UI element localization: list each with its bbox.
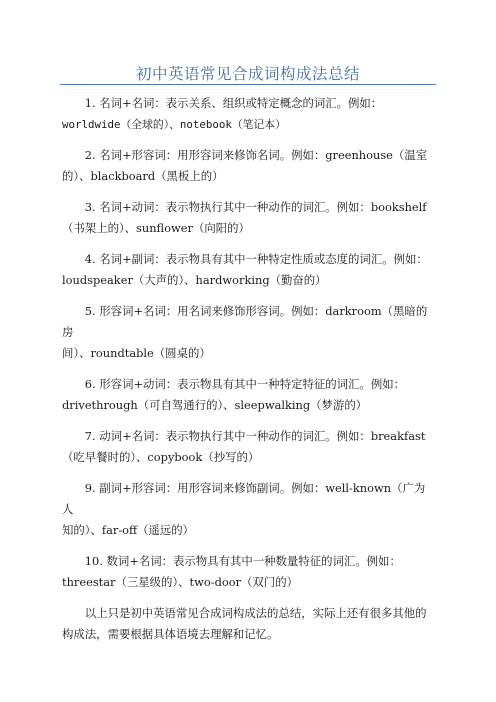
list-item: 5. 形容词+名词：用名词来修饰形容词。例如：darkroom（黑暗的房 间）、roundtable（圆桌的） <box>62 304 428 360</box>
document-title: 初中英语常见合成词构成法总结 <box>135 65 360 83</box>
conclusion-paragraph: 以上只是初中英语常见合成词构成法的总结，实际上还有很多其他的 构成法，需要根据具体语境去理解和记忆。 <box>62 606 427 641</box>
document-body <box>62 93 436 655</box>
list-item: 2. 名词+形容词：用形容词来修饰名词。例如：greenhouse（温室 的）、blackboard（黑板上的） <box>62 148 428 183</box>
list-item: 3. 名词+动词：表示物执行其中一种动作的词汇。例如：bookshelf （书架上的）、sunflower（向阳的） <box>62 200 427 235</box>
title-underline <box>60 84 436 85</box>
list-item: 4. 名词+副词：表示物具有其中一种特定性质或态度的词汇。例如： loudspeaker（大声的）、hardworking（勤奋的） <box>62 252 428 287</box>
list-item: 9. 副词+形容词：用形容词来修饰副词。例如：well-known（广为人 知的）、far-off（遥远的） <box>62 481 426 537</box>
list-item: 1. 名词+名词：表示关系、组织或特定概念的词汇。例如： worldwide（全球的）、notebook（笔记本） <box>62 96 383 131</box>
list-item: 7. 动词+名词：表示物执行其中一种动作的词汇。例如：breakfast （吃早餐时的）、copybook（抄写的） <box>62 429 426 464</box>
list-item: 10. 数词+名词：表示物具有其中一种数量特征的词汇。例如： threestar（三星级的）、two-door（双门的） <box>62 554 401 589</box>
list-item: 6. 形容词+动词：表示物具有其中一种特定特征的词汇。例如： drivethrough（可自驾通行的）、sleepwalking（梦游的） <box>62 377 405 412</box>
